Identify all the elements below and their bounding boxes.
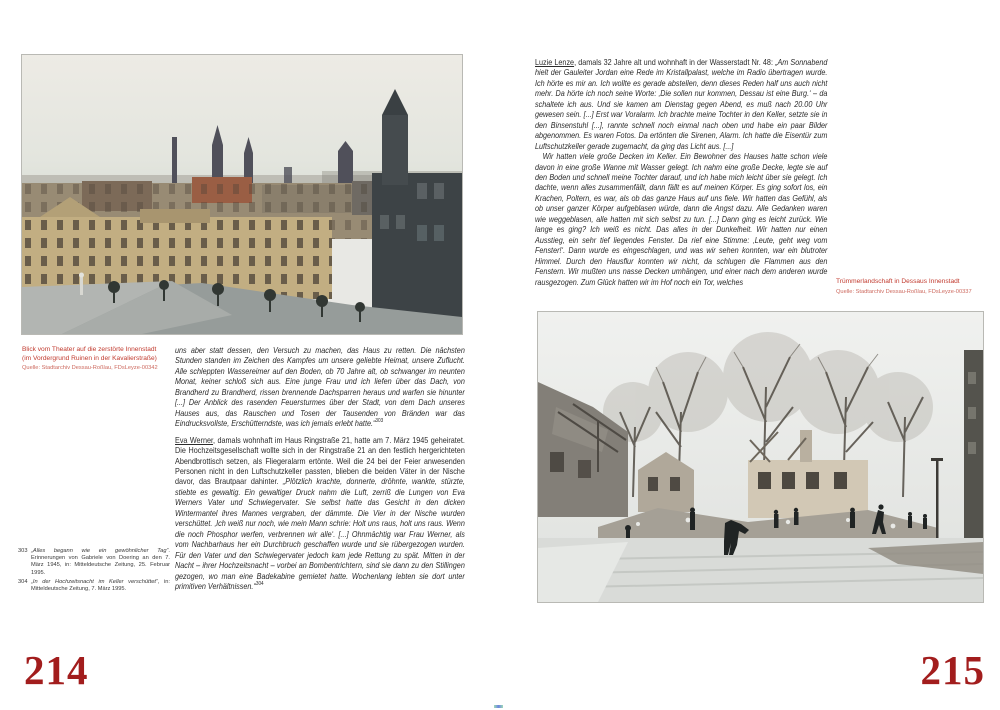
person-name-luzie-lenze: Luzie Lenze <box>535 57 575 67</box>
right-body-text <box>535 57 827 287</box>
page-number-right: 215 <box>920 647 985 693</box>
rubble-landscape-photo <box>538 312 983 602</box>
footnote-303 <box>18 548 170 577</box>
footnotes <box>18 548 170 595</box>
footnote-304 <box>18 579 170 593</box>
footnote-text: „In der Hochzeitsnacht im Keller verschüttet“, in: Mitteldeutsche Zeitung, 7. März 1995. <box>31 578 170 593</box>
right-photo-caption <box>836 278 994 296</box>
left-photo-caption <box>22 346 174 373</box>
rubble-landscape-photo-art <box>538 312 983 602</box>
right-paragraph-luzie-lenze: Luzie Lenze, damals 32 Jahre alt und wohnhaft in der Wasserstadt Nr. 48: „Am Sonnabend hielt der Gauleiter Jordan eine Rede im Kristallpalast, welche im Radio übertragen wurde. Ich hörte es mir an. Ich wollte es gerade abstellen, denn dieses Reden half uns auch nicht mehr. Da hörte ich noch seine Worte: ‚Die sollen nur kommen, Dessau ist eine Burg.‘ – da schaltete ich aus. Und sie kamen am Dienstag gegen Abend, es muß nach 20.00 Uhr gewesen sein. [...] Erst war Voralarm. Ich brachte meine Tochter in den Keller, setzte sie in den Binsenstuhl [...], rannte schnell noch einmal nach oben und habe ein paar Bilder abgenommen. Es waren Fotos. Da ertönten die Sirenen, Alarm. Ich hatte die Eisentür zum Luftschutzkeller gerade zugemacht, da ging das Licht aus. [...] <box>535 57 828 151</box>
left-body-text <box>175 345 465 591</box>
left-caption-line1: Blick vom Theater auf die zerstörte Innenstadt <box>22 346 157 353</box>
footnote-ref-304: 304 <box>255 581 264 588</box>
left-caption-source: Quelle: Stadtarchiv Dessau-Roßlau, FDsLeyze-00342 <box>22 365 158 372</box>
person-name-eva-werner: Eva Werner <box>175 434 214 445</box>
right-paragraph-quote2: Wir hatten viele große Decken im Keller. Ein Bewohner des Hauses hatte schon viele davon in eine große Wanne mit Wasser gelegt. Ich nahm eine große Decke, legte sie auf den Boden und schnell meine Tochter darauf, und ich habe mich leicht über sie gelegt. Ich dachte, wenn alles zusammenfällt, dann fällt es auf meinen Körper. Es ging sofort los, ein Krachen, Poltern, es war, als ob das ganze Haus auf uns fiele. Wir hatten das Gefühl, als ob unser ganzer Körper aufgeblasen würde, dann die Angst dazu. Alle Gedanken waren wie weggeblasen, alle hatten mit sich selbst zu tun. [...] Dann ging es leicht zurück. Wie lange es ging? Ich weiß es nicht. Das alles in der Dunkelheit. Wir hatten nur einen Ausstieg, ein sehr tief liegendes Fenster. Da rief eine Stimme: ‚Leute, geht weg vom Fenster!‘. Dann wurde es eingeschlagen, und was wir sehen konnten, war ein blutroter Himmel. Durch den Hausflur konnten wir nicht, da schlugen die Flammen aus den Fenstern. Wir mußten uns nasse Decken umhängen, und einer nach dem anderen wurde rausgezogen. Zum Glück hatten wir im Hof noch ein Tor, welches <box>535 151 828 287</box>
footnote-number: 303 <box>18 548 28 554</box>
left-caption-line2: (im Vordergrund Ruinen in der Kavalierstraße) <box>22 354 157 362</box>
footnote-ref-303: 303 <box>375 418 384 425</box>
footnote-text: „Alles begann wie ein gewöhnlicher Tag“. Erinnerungen von Gabriele von Doering an den 7. März 1945, in: Mitteldeutsche Zeitung, 25. Februar 1995. <box>31 548 170 576</box>
right-caption-source: Quelle: Stadtarchiv Dessau-Roßlau, FDsLeyze-00337 <box>836 288 972 295</box>
left-paragraph-eva-werner: Eva Werner, damals wohnhaft im Haus Ringstraße 21, hatte am 7. März 1945 geheiratet. Die Hochzeitsgesellschaft wollte sich in der Ringstraße 21 an den festlich hergerichteten Abendbrottisch setzen, als Fliegeralarm ertönte. Weil die 24 bei der Feier anwesenden Personen nicht in den Luftschutzkeller passten, blieben die beiden Väter in der Nische davor, das Brautpaar dahinter. „Plötzlich krachte, donnerte, dröhnte, wankte, stürzte, stiebte es gewaltig. Ein gewaltiger Druck nahm die Luft, zerriß die Lungen von Eva Werners Vater und Schwiegervater. Sie selbst hatte das Gesicht in den dicken Wintermantel ihres Mannes vergraben, der dämmte. Die Vier in der Nische wurden verschüttet. ‚Ich weiß nur noch, wie mein Mann schrie: Holt uns raus, holt uns raus. Wenn die noch Phosphor werfen, verbrennen wir alle‘. [...] Ohnmächtig war Frau Werner, als vom Nachbarhaus her ein Durchbruch geschaffen wurde und sie rübergezogen wurden. Für den Vater und den Schwiegervater jedoch kam jede Rettung zu spät. Mitten in der Nacht – ihrer Hochzeitsnacht – vorbei an Bombentrichtern, sind sie dann zu den Stillingen gezogen, wo man eine Badekabine gemietet hatte. Wochenlang lebten sie dort unter primitiven Verhältnissen.“$^{304}$ <box>175 434 465 591</box>
right-page <box>500 0 1000 710</box>
dessau-ruins-photo <box>22 55 462 334</box>
right-caption-line1: Trümmerlandschaft in Dessaus Innenstadt <box>836 278 960 285</box>
dessau-ruins-photo-art <box>22 55 462 334</box>
page-number-left: 214 <box>24 647 89 693</box>
left-paragraph-quote: uns aber statt dessen, den Versuch zu machen, das Haus zu retten. Die nächsten Stunden standen im Zeichen des Kampfes um unsere geliebte Heimat, unsere Zuflucht. Alle schleppten Wassereimer auf den Boden, ob 70 Jahre alt, ob schwanger im neunten Monat, keiner schloß sich aus. Eine junge Frau und ich liefen über das Dach, von Brandherd zu Brandherd, rissen brennende Dachsparren heraus und warfen sie hinunter [...] Der Anblick des rasenden Feuersturmes über der Stadt, von dem Dach unseres Hauses aus, das Rauschen und Tosen der Tausenden von Bränden war das Eindrucksvollste, Erschütterndste, was ich jemals erlebt hatte.“$^{303}$ <box>175 345 465 429</box>
print-registration-mark <box>494 705 503 708</box>
footnote-number: 304 <box>18 578 28 585</box>
